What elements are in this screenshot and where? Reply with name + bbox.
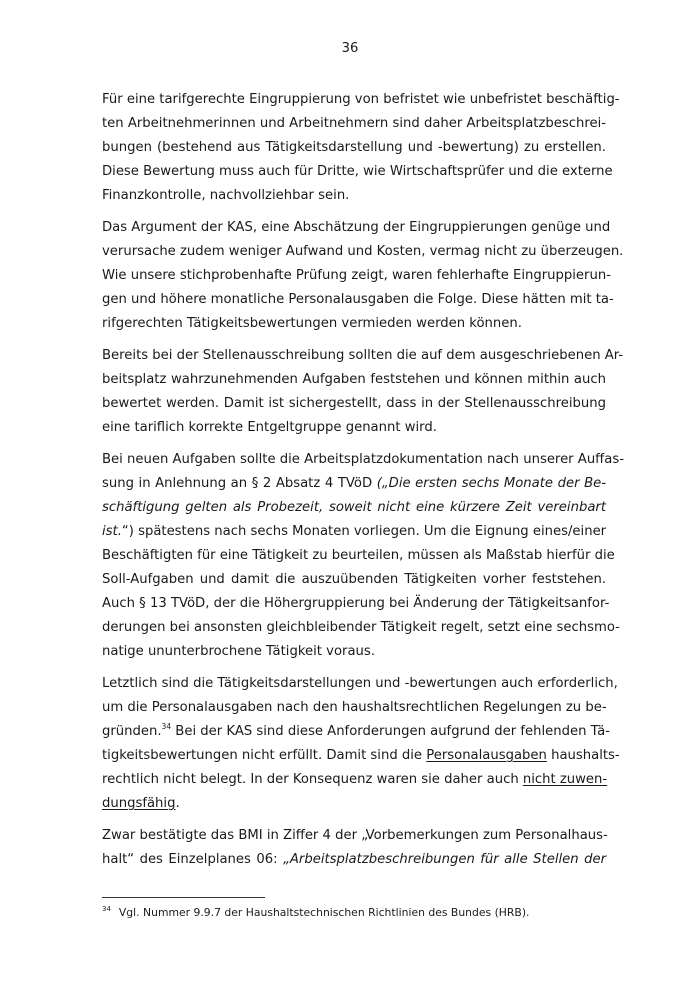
text-span: halt“ des Einzelplanes 06: [102, 852, 284, 867]
text-line: Das Argument der KAS, eine Abschätzung der Eingruppierungen genüge und [102, 220, 611, 235]
text-line: Bereits bei der Stellenausschreibung sollten die auf dem ausgeschriebenen Ar- [102, 348, 624, 363]
zuwendungsfaehig-link-continued[interactable]: dungsfähig [102, 796, 176, 811]
text-line [102, 499, 606, 517]
footnote-number: 34 [102, 905, 111, 913]
text-line: Beschäftigten für eine Tätigkeit zu beurteilen, müssen als Maßstab hierfür die [102, 548, 615, 563]
quote-italic: („Die ersten sechs Monate der Be- [376, 476, 606, 491]
quote-italic: „Arbeitsplatzbeschreibungen für alle Stellen der [283, 852, 606, 867]
text-line: Wie unsere stichprobenhafte Prüfung zeigt, waren fehlerhafte Eingruppierun- [102, 268, 611, 283]
text-line: gen und höhere monatliche Personalausgaben die Folge. Diese hätten mit ta- [102, 292, 614, 307]
page-number: 36 [341, 41, 359, 56]
footnote-text: Vgl. Nummer 9.9.7 der Haushaltstechnischen Richtlinien des Bundes (HRB). [118, 906, 530, 919]
text-line: Diese Bewertung muss auch für Dritte, wie Wirtschaftsprüfer und die externe [102, 164, 613, 179]
text-line: derungen bei ansonsten gleichbleibender Tätigkeit regelt, setzt eine sechsmo- [102, 620, 620, 635]
text-line: Letztlich sind die Tätigkeitsdarstellungen und -bewertungen auch erforderlich, [102, 676, 618, 691]
text-span: tigkeitsbewertungen nicht erfüllt. Damit sind die [102, 748, 427, 763]
text-span: rechtlich nicht belegt. In der Konsequenz waren sie daher auch [102, 772, 523, 787]
text-span: . [175, 796, 180, 811]
quote-italic: ist. [102, 524, 122, 539]
text-line [102, 747, 620, 765]
text-span: haushalts- [546, 748, 620, 763]
footnote [102, 905, 529, 920]
zuwendungsfaehig-link[interactable]: nicht zuwen- [522, 772, 608, 787]
footnote-reference[interactable]: 34 [161, 722, 172, 731]
text-line: rifgerechten Tätigkeitsbewertungen vermieden werden können. [102, 316, 522, 331]
text-line: eine tariflich korrekte Entgeltgruppe genannt wird. [102, 420, 437, 435]
text-line: verursache zudem weniger Aufwand und Kosten, vermag nicht zu überzeugen. [102, 244, 624, 259]
text-line: Zwar bestätigte das BMI in Ziffer 4 der „Vorbemerkungen zum Personalhaus- [102, 828, 608, 843]
text-line: bungen (bestehend aus Tätigkeitsdarstellung und -bewertung) zu erstellen. [102, 140, 606, 155]
text-span: gründen. [102, 724, 162, 739]
text-line: Auch § 13 TVöD, der die Höhergruppierung bei Änderung der Tätigkeitsanfor- [102, 596, 610, 611]
text-line: bewertet werden. Damit ist sichergestellt, dass in der Stellenausschreibung [102, 396, 606, 411]
text-line: ten Arbeitnehmerinnen und Arbeitnehmern sind daher Arbeitsplatzbeschrei- [102, 116, 606, 131]
text-line [102, 475, 606, 493]
footnote-separator [102, 897, 265, 898]
text-line: Bei neuen Aufgaben sollte die Arbeitsplatzdokumentation nach unserer Auffas- [102, 452, 624, 467]
text-span: sung in Anlehnung an § 2 Absatz 4 TVöD [102, 476, 377, 491]
text-line [102, 722, 611, 741]
quote-italic: schäftigung gelten als Probezeit, soweit nicht eine kürzere Zeit vereinbart [102, 500, 606, 515]
text-line [102, 523, 606, 541]
text-line: Finanzkontrolle, nachvollziehbar sein. [102, 188, 350, 203]
text-line [102, 795, 180, 813]
text-span: “) spätestens nach sechs Monaten vorliegen. Um die Eignung eines/einer [121, 524, 607, 539]
text-span: Bei der KAS sind diese Anforderungen aufgrund der fehlenden Tä- [171, 724, 611, 739]
personalausgaben-link[interactable]: Personalausgaben [426, 748, 547, 763]
text-line: Für eine tarifgerechte Eingruppierung von befristet wie unbefristet beschäftig- [102, 92, 620, 107]
text-line: natige ununterbrochene Tätigkeit voraus. [102, 644, 375, 659]
text-line: um die Personalausgaben nach den haushaltsrechtlichen Regelungen zu be- [102, 700, 607, 715]
text-line: beitsplatz wahrzunehmenden Aufgaben feststehen und können mithin auch [102, 372, 606, 387]
text-line [102, 771, 606, 789]
text-line [102, 851, 606, 869]
text-line: Soll-Aufgaben und damit die auszuübenden Tätigkeiten vorher feststehen. [102, 572, 606, 587]
